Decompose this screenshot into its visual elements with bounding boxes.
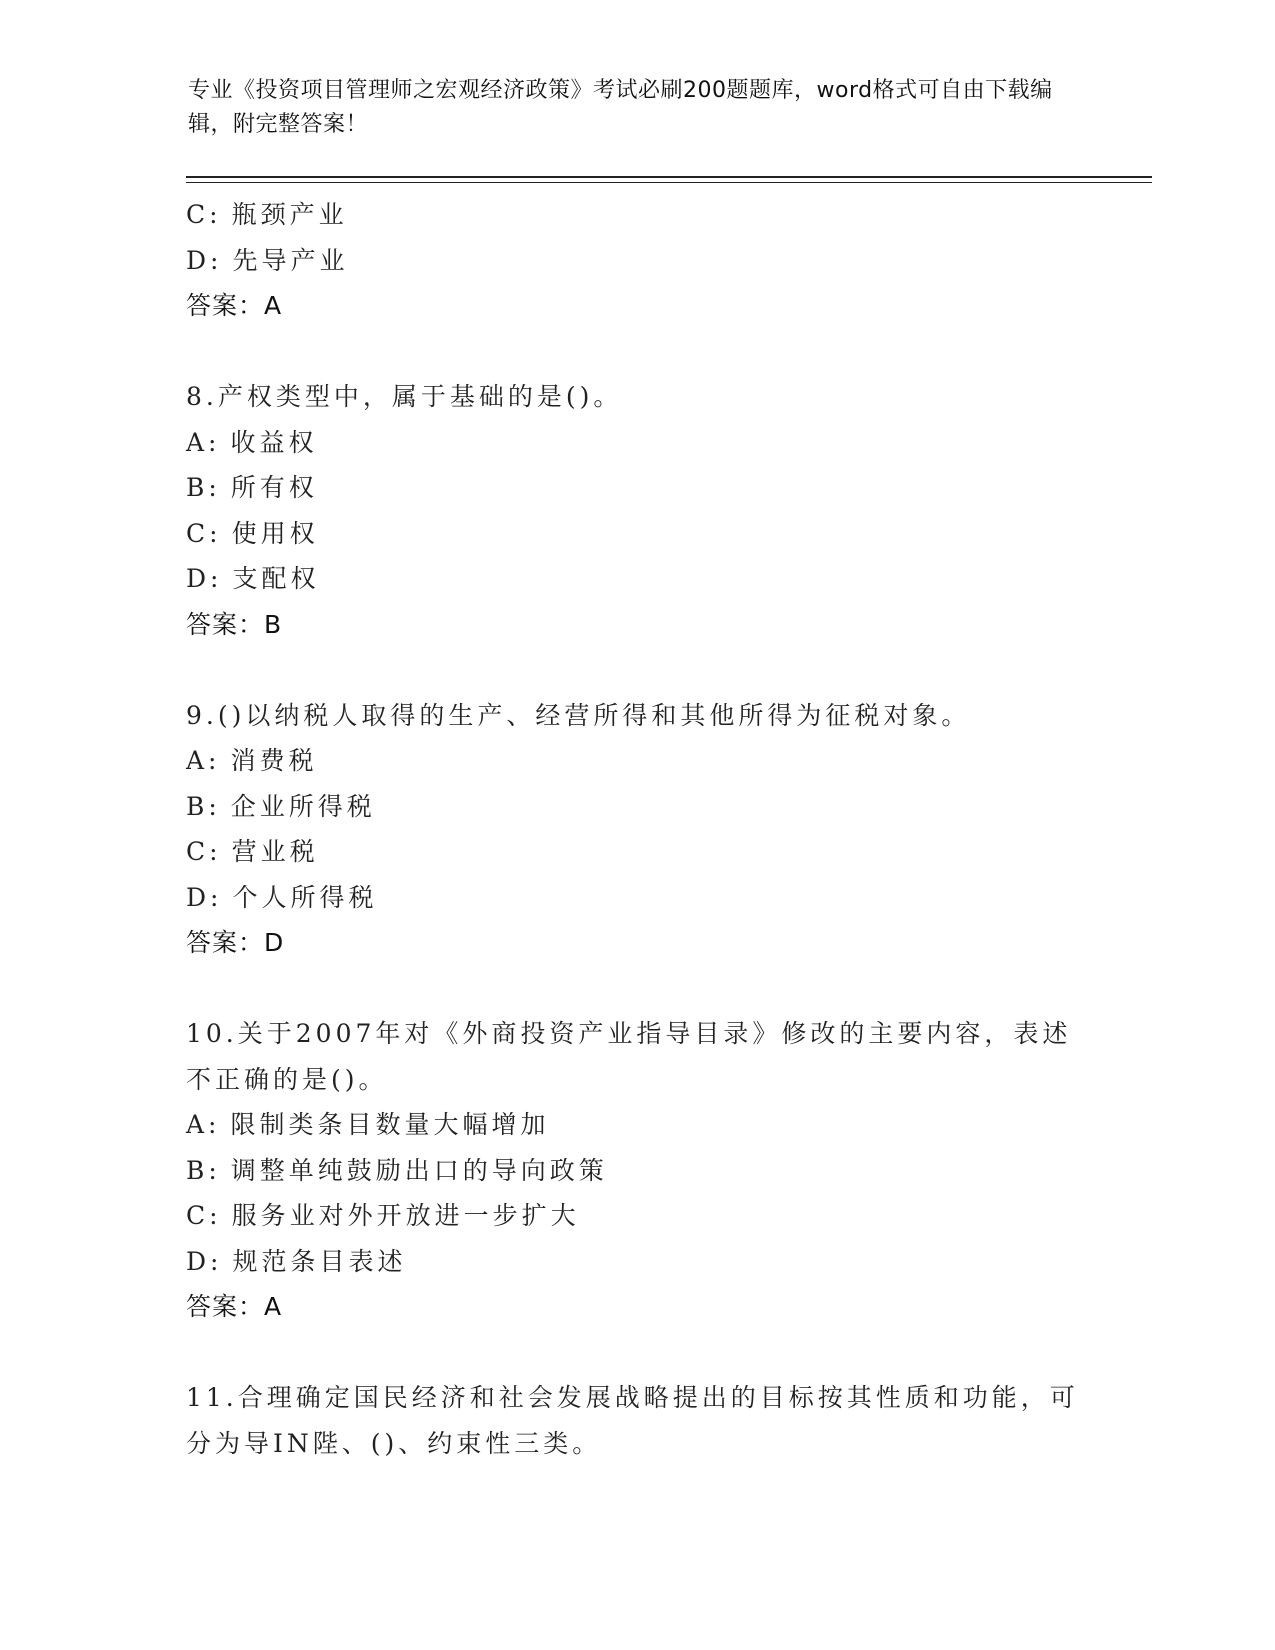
option-b: B: 调整单纯鼓励出口的导向政策 bbox=[186, 1155, 608, 1185]
question-stem-continued: 分为导IN陛、()、约束性三类。 bbox=[186, 1428, 602, 1458]
option-a: A: 限制类条目数量大幅增加 bbox=[186, 1110, 550, 1139]
option-d: D: 个人所得税 bbox=[186, 882, 378, 912]
option-a: A: 收益权 bbox=[186, 427, 318, 457]
option-b: B: 企业所得税 bbox=[186, 791, 376, 821]
option-c: C: 营业税 bbox=[186, 837, 319, 866]
question-list bbox=[186, 192, 1086, 1466]
document-header: 专业《投资项目管理师之宏观经济政策》考试必刷200题题库，word格式可自由下载编辑，附完整答案！ bbox=[188, 78, 1053, 137]
option-d: D: 先导产业 bbox=[186, 245, 349, 275]
question-stem: 8.产权类型中，属于基础的是()。 bbox=[186, 382, 623, 411]
question-stem: 11.合理确定国民经济和社会发展战略提出的目标按其性质和功能，可 bbox=[186, 1383, 1079, 1412]
option-a: A: 消费税 bbox=[186, 746, 318, 775]
option-b: B: 所有权 bbox=[186, 473, 318, 502]
question-stem: 9.()以纳税人取得的生产、经营所得和其他所得为征税对象。 bbox=[186, 700, 971, 730]
answer: 答案：B bbox=[186, 609, 283, 639]
option-d: D: 规范条目表述 bbox=[186, 1246, 407, 1276]
option-d: D: 支配权 bbox=[186, 564, 320, 593]
option-c: C: 使用权 bbox=[186, 518, 319, 548]
question-stem-continued: 不正确的是()。 bbox=[186, 1064, 388, 1094]
header-rule-thick bbox=[186, 176, 1152, 178]
answer: 答案：A bbox=[186, 291, 283, 320]
answer: 答案：D bbox=[186, 928, 285, 957]
answer: 答案：A bbox=[186, 1292, 283, 1321]
question-stem: 10.关于2007年对《外商投资产业指导目录》修改的主要内容，表述 bbox=[186, 1019, 1072, 1048]
option-c: C: 服务业对外开放进一步扩大 bbox=[186, 1201, 580, 1230]
header-rule-thin bbox=[186, 182, 1152, 183]
option-c: C: 瓶颈产业 bbox=[186, 200, 348, 229]
